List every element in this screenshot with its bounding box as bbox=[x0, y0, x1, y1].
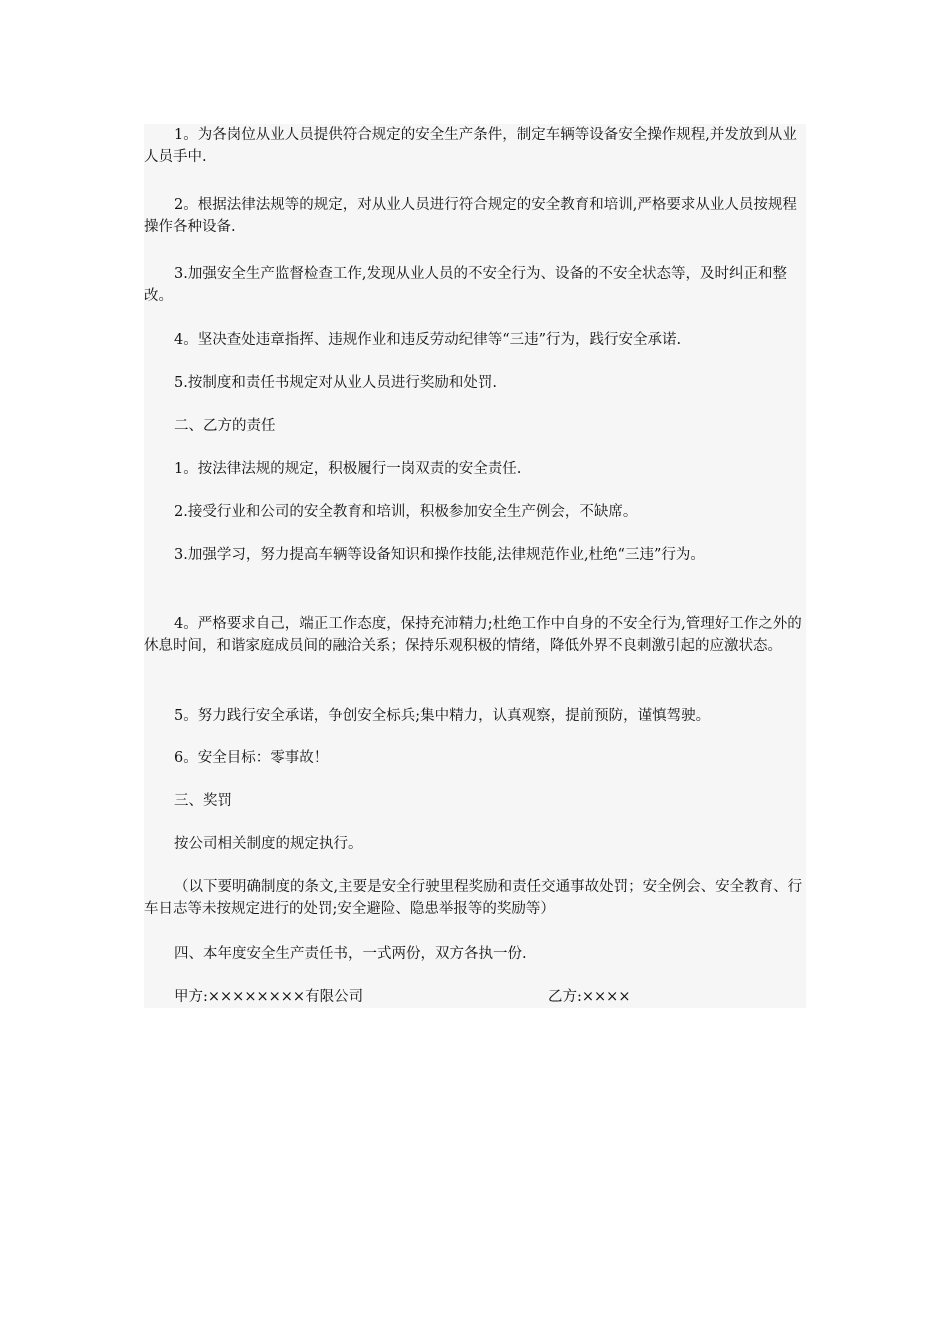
paragraph-copies: 四、本年度安全生产责任书，一式两份，双方各执一份. bbox=[174, 946, 527, 962]
paragraph-b5: 5。努力践行安全承诺，争创安全标兵;集中精力，认真观察，提前预防，谨慎驾驶。 bbox=[174, 708, 711, 724]
signature-row bbox=[174, 986, 806, 1008]
paragraph-a3: 3.加强安全生产监督检查工作,发现从业人员的不安全行为、设备的不安全状态等，及时纠正和整改。 bbox=[144, 266, 787, 304]
paragraph-a5: 5.按制度和责任书规定对从业人员进行奖励和处罚. bbox=[174, 375, 497, 391]
paragraph-b6: 6。安全目标：零事故！ bbox=[174, 750, 329, 766]
paragraph-b2: 2.接受行业和公司的安全教育和培训，积极参加安全生产例会，不缺席。 bbox=[174, 504, 638, 520]
paragraph-rewards: 按公司相关制度的规定执行。 bbox=[174, 836, 363, 852]
party-a-signature: 甲方:××××××××有限公司 bbox=[174, 989, 364, 1005]
paragraph-b1: 1。按法律法规的规定，积极履行一岗双责的安全责任. bbox=[174, 461, 522, 477]
paragraph-a2: 2。根据法律法规等的规定，对从业人员进行符合规定的安全教育和培训,严格要求从业人员按规程操作各种设备. bbox=[144, 197, 797, 235]
section-heading-party-b: 二、乙方的责任 bbox=[174, 418, 276, 434]
paragraph-a1: 1。为各岗位从业人员提供符合规定的安全生产条件，制定车辆等设备安全操作规程,并发放到从业人员手中. bbox=[144, 127, 797, 165]
paragraph-a4: 4。坚决查处违章指挥、违规作业和违反劳动纪律等“三违”行为，践行安全承诺. bbox=[174, 332, 682, 348]
party-b-signature: 乙方:×××× bbox=[548, 989, 631, 1005]
paragraph-b3: 3.加强学习，努力提高车辆等设备知识和操作技能,法律规范作业,杜绝“三违”行为。 bbox=[174, 547, 705, 563]
paragraph-b4: 4。严格要求自己，端正工作态度，保持充沛精力;杜绝工作中自身的不安全行为,管理好工作之外的休息时间，和谐家庭成员间的融洽关系；保持乐观积极的情绪，降低外界不良刺激引起的应激状态。 bbox=[144, 616, 802, 654]
section-heading-rewards: 三、奖罚 bbox=[174, 793, 232, 809]
paragraph-rewards-note: （以下要明确制度的条文,主要是安全行驶里程奖励和责任交通事故处罚；安全例会、安全教育、行车日志等未按规定进行的处罚;安全避险、隐患举报等的奖励等） bbox=[144, 879, 803, 917]
